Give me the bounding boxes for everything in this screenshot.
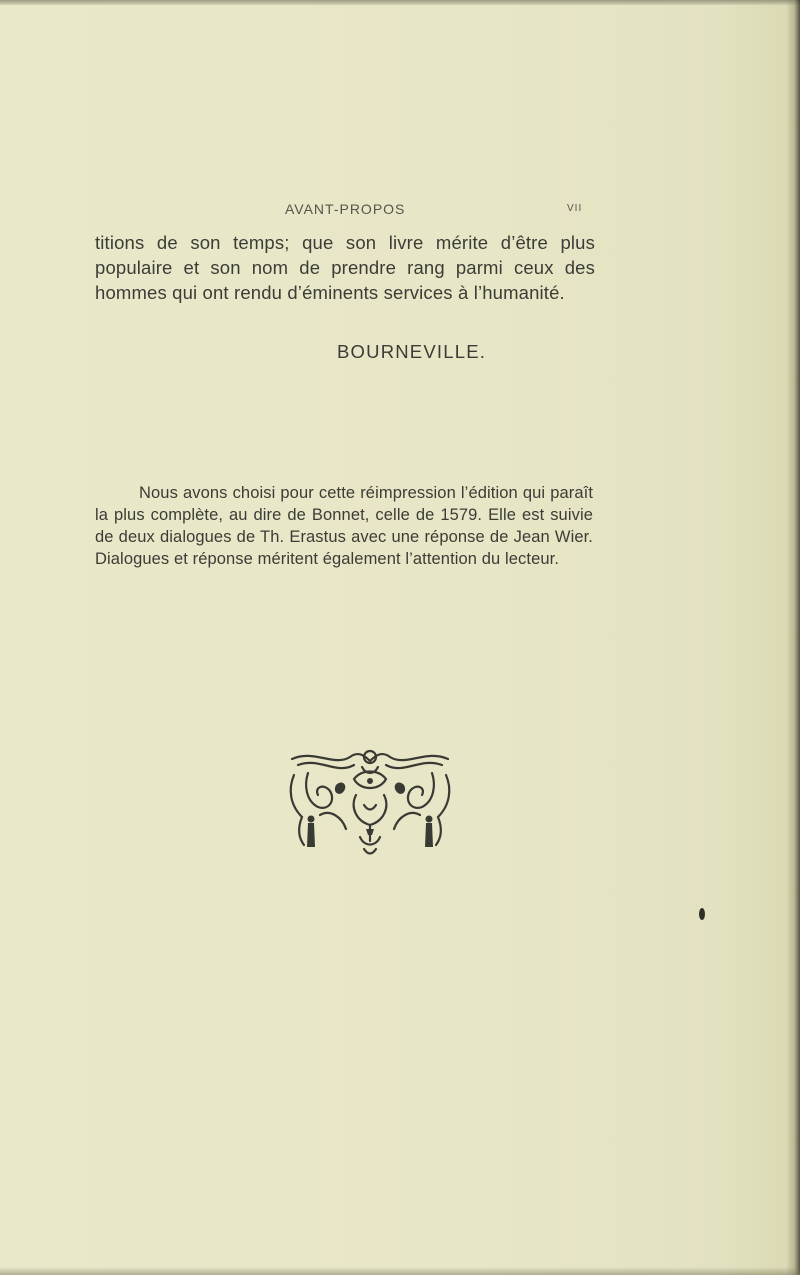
body-paragraph: titions de son temps; que son livre mérite d’être plus populaire et son nom de prendre rang parmi ceux des hommes qui ont rendu d’éminents services à l’humanité.	[95, 232, 595, 303]
page-number: VII	[567, 203, 583, 214]
ink-speck	[699, 908, 705, 920]
page-top-edge	[0, 0, 800, 5]
page-bottom-edge	[0, 1267, 800, 1275]
editorial-note-paragraph: Nous avons choisi pour cette réimpression l’édition qui paraît la plus complète, au dire de Bonnet, celle de 1579. Elle est suivie de deux dialogues de Th. Erastus avec une réponse de Jean Wier. Dialogues et réponse méritent également l’attention du lecteur.	[95, 484, 593, 568]
page-right-edge	[786, 0, 800, 1275]
author-signature: BOURNEVILLE.	[337, 341, 487, 362]
fleuron-ornament-icon	[284, 745, 456, 857]
running-head: AVANT-PROPOS	[285, 201, 406, 217]
